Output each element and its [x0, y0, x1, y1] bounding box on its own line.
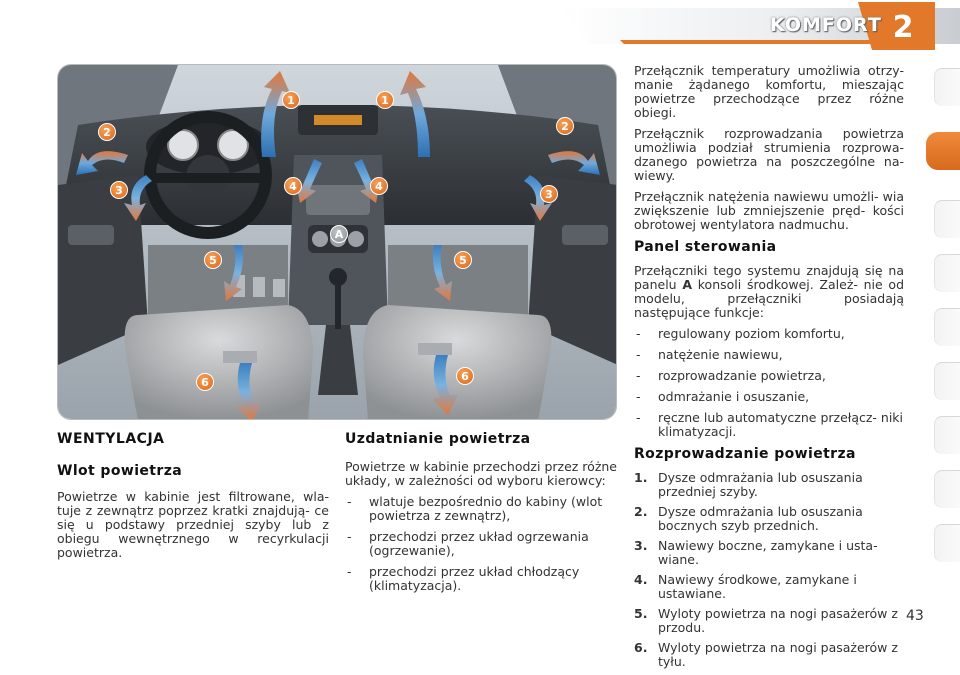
callout-4-right: 4 [370, 177, 388, 195]
callout-2-right: 2 [556, 117, 574, 135]
callout-3-left: 3 [110, 181, 128, 199]
chapter-tab-3[interactable] [934, 200, 960, 238]
section-title: WENTYLACJA [57, 431, 165, 447]
list-item [634, 539, 904, 567]
list-item: - przechodzi przez układ ogrzewania (ogrzewanie), [345, 530, 617, 558]
item-text: Nawiewy boczne, zamykane i usta- wiane. [658, 538, 878, 567]
car-interior-illustration [57, 64, 617, 420]
page-number: 43 [906, 608, 924, 624]
list-item: - ręczne lub automatyczne przełącz- niki klimatyzacji. [634, 411, 904, 439]
list-item [634, 505, 904, 533]
list-item: - natężenie nawiewu, [634, 348, 904, 362]
air-intake-text: Powietrze w kabinie jest filtrowane, wla- tuje z zewnątrz poprzez kratki znajdują- ce się u podstawy przedniej szyby lub z obiegu wewnętrznego w recyrkulacji powietrza. [57, 489, 329, 560]
chapter-tab-4[interactable] [934, 254, 960, 292]
callout-1-right: 1 [376, 91, 394, 109]
air-treatment-heading: Uzdatnianie powietrza [345, 431, 531, 447]
distribution-paragraph: Przełącznik rozprowadzania powietrza umożliwia podział strumienia rozprowa- dzanego powietrza na poszczególne na- wiewy. [634, 126, 904, 183]
chapter-tab-2-active[interactable] [926, 132, 960, 170]
item-text: Wyloty powietrza na nogi pasażerów z przodu. [658, 606, 898, 635]
callout-A: A [330, 225, 348, 243]
list-item [634, 641, 904, 669]
air-treatment-text: Powietrze w kabinie przechodzi przez różne układy, w zależności od wyboru kierowcy: [345, 459, 617, 488]
list-item: - wlatuje bezpośrednio do kabiny (wlot powietrza z zewnątrz), [345, 495, 617, 523]
list-item [634, 471, 904, 499]
temperature-paragraph: Przełącznik temperatury umożliwia otrzy- manie żądanego komfortu, mieszając powietrze przechodzące przez różne obiegi. [634, 63, 904, 120]
control-panel-text-post: konsoli środkowej. Zależ- nie od modelu, przełączniki posiadają następujące funkcje: [634, 277, 905, 320]
chapter-tab-6[interactable] [934, 362, 960, 400]
controls-section [634, 64, 904, 675]
callout-1-left: 1 [282, 91, 300, 109]
chapter-tab-7[interactable] [934, 416, 960, 454]
callout-4-left: 4 [284, 177, 302, 195]
chapter-tab-5[interactable] [934, 308, 960, 346]
callout-6-right: 6 [456, 367, 474, 385]
item-text: Nawiewy środkowe, zamykane i ustawiane. [658, 572, 857, 601]
ventilation-section [57, 432, 329, 567]
chapter-tab-9[interactable] [934, 524, 960, 562]
list-item: - regulowany poziom komfortu, [634, 327, 904, 341]
chapter-number: 2 [892, 10, 914, 45]
control-panel-list [634, 327, 904, 439]
control-panel-heading: Panel sterowania [634, 239, 777, 255]
chapter-tab-8[interactable] [934, 470, 960, 508]
chapter-tabs [926, 68, 960, 588]
air-distribution-list [634, 471, 904, 669]
callout-3-right: 3 [540, 185, 558, 203]
item-text: Dysze odmrażania lub osuszania bocznych szyb przednich. [658, 504, 863, 533]
item-number: 3. [634, 538, 648, 553]
air-intake-heading: Wlot powietrza [57, 463, 183, 479]
callout-5-right: 5 [454, 251, 472, 269]
callout-5-left: 5 [204, 251, 222, 269]
item-number: 6. [634, 640, 648, 655]
air-distribution-heading: Rozprowadzanie powietrza [634, 446, 856, 462]
list-item [634, 573, 904, 601]
list-item: - przechodzi przez układ chłodzący (klimatyzacja). [345, 565, 617, 593]
chapter-title: KOMFORT [770, 14, 882, 36]
air-treatment-section [345, 432, 617, 600]
item-text: Dysze odmrażania lub osuszania przedniej szyby. [658, 470, 863, 499]
item-number: 2. [634, 504, 648, 519]
callout-6-left: 6 [196, 373, 214, 391]
list-item [634, 607, 904, 635]
item-number: 5. [634, 606, 648, 621]
chapter-tab-1[interactable] [934, 68, 960, 106]
fan-speed-paragraph: Przełącznik natężenia nawiewu umożli- wia zwiększenie lub zmniejszenie pręd- kości obrotowej wentylatora nadmuchu. [634, 189, 904, 232]
item-text: Wyloty powietrza na nogi pasażerów z tyłu. [658, 640, 898, 669]
list-item: - odmrażanie i osuszanie, [634, 390, 904, 404]
item-number: 1. [634, 470, 648, 485]
air-treatment-list [345, 495, 617, 593]
callout-2-left: 2 [98, 123, 116, 141]
control-panel-text-pre: Przełączniki tego systemu znajdują się na panelu [634, 263, 904, 292]
list-item: - rozprowadzanie powietrza, [634, 369, 904, 383]
panel-label-A: A [682, 277, 693, 292]
control-panel-text [634, 264, 904, 320]
item-number: 4. [634, 572, 648, 587]
